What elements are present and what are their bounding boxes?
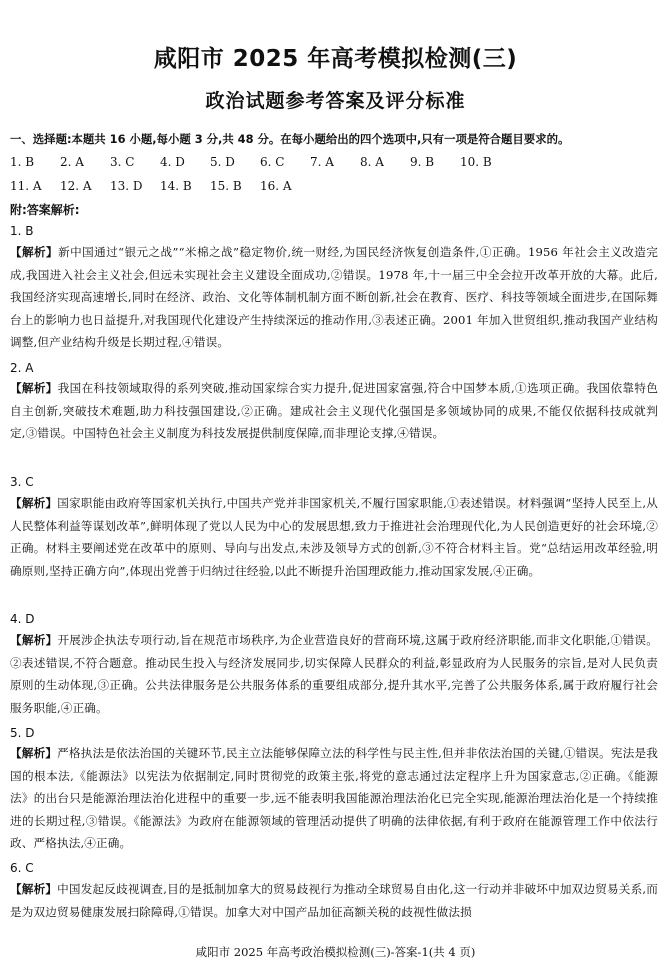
answer-item: 6. C [260,155,285,169]
question-number: 6. C [10,861,34,875]
answer-item: 15. B [210,179,242,193]
page-footer: 咸阳市 2025 年高考政治模拟检测(三)-答案-1(共 4 页) [195,945,476,959]
answer-row-1 [10,155,510,169]
question-number: 5. D [10,726,35,740]
answer-item: 14. B [160,179,192,193]
explanation-paragraph [10,629,658,719]
explanation-text: 严格执法是依法治国的关键环节,民主立法能够保障立法的科学性与民主性,但并非依法治国的关键,①错误。宪法是我国的根本法,《能源法》以宪法为依据制定,同时贯彻党的政策主张,将党的意志通过法定程序上升为国家意志,②正确。《能源法》的出台只是能源治理法治化进程中的重要一步,远不能表明我国能源治理法治化已完全实现,能源治理法治化是一个持续推进的长期过程,③错误。《能源法》为政府在能源领域的管理活动提供了明确的法律依据,有利于政府在能源管理工作中依法行政、严格执法,④正确。 [10,746,658,851]
answer-item: 3. C [110,155,135,169]
section-header: 一、选择题:本题共 16 小题,每小题 3 分,共 48 分。在每小题给出的四个选项中,只有一项是符合题目要求的。 [10,132,570,146]
answer-item: 8. A [360,155,384,169]
answer-item: 10. B [460,155,492,169]
explanation-tag: 【解析】 [10,746,58,760]
page-title: 咸阳市 2025 年高考模拟检测(三) [153,46,518,72]
answer-item: 11. A [10,179,42,193]
question-number: 2. A [10,361,34,375]
answer-row-2 [10,179,310,193]
answer-item: 4. D [160,155,185,169]
page-subtitle: 政治试题参考答案及评分标准 [205,90,466,112]
explanation-paragraph [10,878,658,923]
explanation-tag: 【解析】 [10,245,59,259]
answer-item: 5. D [210,155,235,169]
explanation-paragraph [10,241,658,354]
explanation-tag: 【解析】 [10,633,58,647]
explanation-paragraph [10,742,658,855]
question-number: 1. B [10,224,34,238]
answer-item: 12. A [60,179,92,193]
explanation-paragraph [10,377,658,445]
explanation-tag: 【解析】 [10,882,58,896]
question-number: 3. C [10,475,34,489]
explanation-text: 开展涉企执法专项行动,旨在规范市场秩序,为企业营造良好的营商环境,这属于政府经济职能,而非文化职能,①错误。②表述错误,不符合题意。推动民生投入与经济发展同步,切实保障人民群众的利益,彰显政府为人民服务的宗旨,是对人民负责原则的生动体现,③正确。公共法律服务是公共服务体系的重要组成部分,提升其水平,完善了公共服务体系,属于政府履行社会服务职能,④正确。 [10,633,659,715]
answer-item: 16. A [260,179,292,193]
question-number: 4. D [10,612,35,626]
explanation-text: 国家职能由政府等国家机关执行,中国共产党并非国家机关,不履行国家职能,①表述错误。材料强调“坚持人民至上,从人民整体利益等谋划改革”,鲜明体现了党以人民为中心的发展思想,致力于推进社会治理现代化,为人民创造更好的社会环境,②正确。材料主要阐述党在改革中的原则、导向与出发点,未涉及领导方式的创新,③不符合材料主旨。党“总结运用改革经验,明确原则,坚持正确方向”,体现出党善于归纳过往经验,以此不断提升治国理政能力,推动国家发展,④正确。 [10,496,658,578]
answer-item: 13. D [110,179,143,193]
answer-item: 9. B [410,155,435,169]
answer-item: 1. B [10,155,35,169]
explanation-text: 中国发起反歧视调查,目的是抵制加拿大的贸易歧视行为推动全球贸易自由化,这一行动并非破坏中加双边贸易关系,而是为双边贸易健康发展扫除障碍,①错误。加拿大对中国产品加征高额关税的歧视性做法损 [10,882,658,919]
answer-item: 2. A [60,155,84,169]
explanation-text: 我国在科技领域取得的系列突破,推动国家综合实力提升,促进国家富强,符合中国梦本质,①选项正确。我国依靠特色自主创新,突破技术难题,助力科技强国建设,②正确。建成社会主义现代化强国是多领域协同的成果,不能仅依据科技成就判定,③错误。中国特色社会主义制度为科技发展提供制度保障,而非理论支撑,④错误。 [10,381,658,441]
answer-item: 7. A [310,155,334,169]
appendix-label: 附:答案解析: [10,203,80,217]
explanation-tag: 【解析】 [10,496,58,510]
explanation-tag: 【解析】 [10,381,58,395]
explanation-paragraph [10,492,658,582]
explanation-text: 新中国通过“银元之战”“米棉之战”稳定物价,统一财经,为国民经济恢复创造条件,①正确。1956 年社会主义改造完成,我国进入社会主义社会,但远未实现社会主义建设全面成功,②错误。1978 年,十一届三中全会拉开改革开放的大幕。此后,我国经济实现高速增长,同时在经济、政治、文化等体制机制方面不断创新,社会在教育、医疗、科技等领域全面进步,在国际舞台上的影响力也日益提升,对我国现代化建设产生持续深远的推动作用,③表述正确。2001 年加入世贸组织,推动我国产业结构调整,但产业结构升级是长期过程,④错误。 [10,245,659,350]
